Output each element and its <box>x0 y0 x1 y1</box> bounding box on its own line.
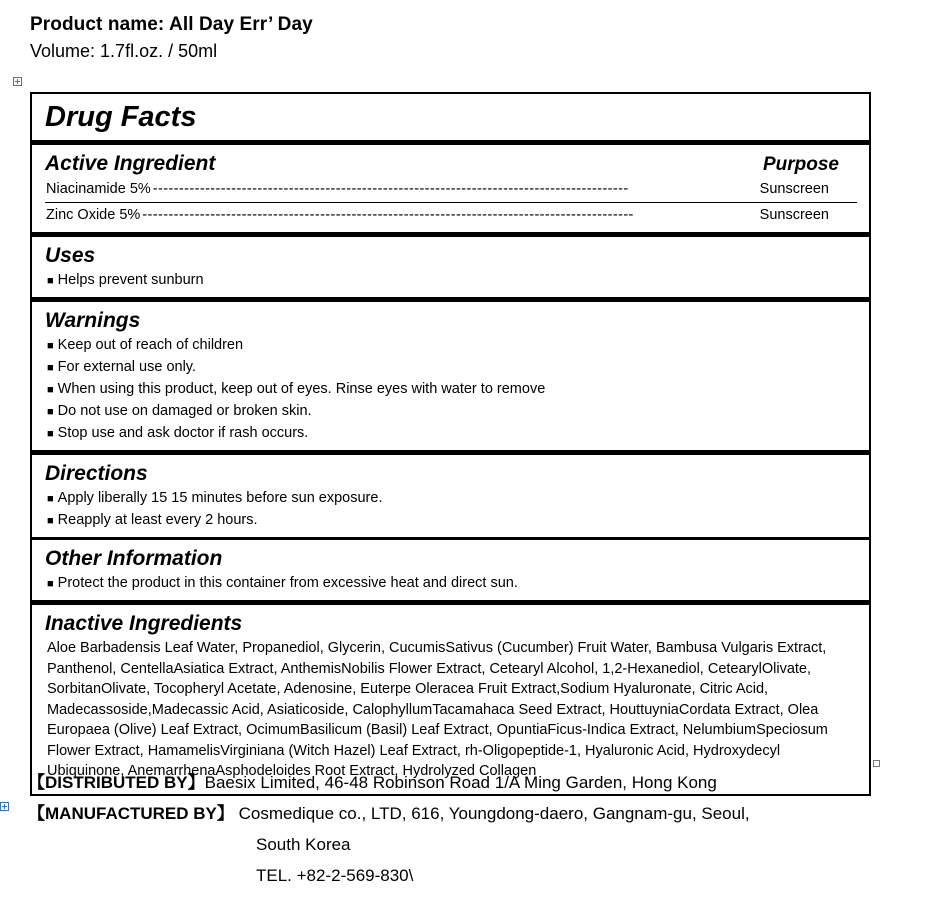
bullet-icon: ■ <box>47 275 54 287</box>
other-information-section <box>32 540 869 600</box>
other-information-heading: Other Information <box>45 547 223 570</box>
manufactured-by-value: Cosmedique co., LTD, 616, Youngdong-daero, Gangnam-gu, Seoul, <box>238 804 750 823</box>
bullet-icon: ■ <box>47 428 54 440</box>
list-item <box>45 422 857 444</box>
leader-dots: ---------------------------------------------------------------------------------------------- <box>142 207 634 223</box>
active-ingredient-purpose: Sunscreen <box>759 181 829 197</box>
list-item-text: Apply liberally 15 15 minutes before sun exposure. <box>57 490 383 506</box>
drug-facts-title: Drug Facts <box>45 101 197 133</box>
bullet-icon: ■ <box>47 406 54 418</box>
active-ingredient-name: Zinc Oxide 5% <box>46 207 141 223</box>
active-ingredient-row <box>45 203 857 226</box>
list-item <box>45 356 857 378</box>
document-footer <box>28 767 918 891</box>
manufactured-by-line2: South Korea <box>256 835 351 854</box>
active-ingredient-purpose: Sunscreen <box>759 207 829 223</box>
list-item-text: Keep out of reach of children <box>57 337 244 353</box>
purpose-heading: Purpose <box>762 154 839 175</box>
product-header <box>30 12 940 64</box>
active-ingredient-name: Niacinamide 5% <box>46 181 151 197</box>
inactive-ingredients-heading: Inactive Ingredients <box>45 612 243 635</box>
list-item <box>45 334 857 356</box>
bullet-icon: ■ <box>47 578 54 590</box>
list-item <box>45 509 857 531</box>
uses-heading: Uses <box>45 244 96 267</box>
active-ingredient-heading: Active Ingredient <box>45 152 216 175</box>
directions-heading: Directions <box>45 462 148 485</box>
list-item <box>45 487 857 509</box>
drug-facts-panel <box>30 92 871 796</box>
bullet-icon: ■ <box>47 515 54 527</box>
list-item-text: Helps prevent sunburn <box>57 272 204 288</box>
list-item <box>45 378 857 400</box>
bullet-icon: ■ <box>47 384 54 396</box>
anchor-handle-icon[interactable] <box>13 77 22 86</box>
telephone-line: TEL. +82-2-569-830\ <box>256 866 414 885</box>
list-item-text: Do not use on damaged or broken skin. <box>57 403 312 419</box>
list-item-text: Stop use and ask doctor if rash occurs. <box>57 425 309 441</box>
inactive-ingredients-section <box>32 605 869 794</box>
list-item-text: For external use only. <box>57 359 197 375</box>
other-information-list <box>45 572 857 594</box>
uses-section <box>32 237 869 297</box>
list-item-text: Protect the product in this container from excessive heat and direct sun. <box>57 575 518 591</box>
leader-dots: ------------------------------------------------------------------------------------------- <box>152 181 629 197</box>
warnings-list <box>45 334 857 444</box>
bullet-icon: ■ <box>47 362 54 374</box>
distributed-by-line <box>28 767 918 798</box>
manufactured-by-line <box>28 798 918 829</box>
active-ingredient-section <box>32 145 869 232</box>
distributed-by-value: Baesix Limited, 46-48 Robinson Road 1/A Ming Garden, Hong Kong <box>204 773 717 792</box>
active-ingredient-row <box>45 177 857 200</box>
list-item <box>45 400 857 422</box>
bullet-icon: ■ <box>47 340 54 352</box>
list-item <box>45 269 857 291</box>
warnings-section <box>32 302 869 450</box>
warnings-heading: Warnings <box>45 309 141 332</box>
list-item <box>45 572 857 594</box>
directions-section <box>32 455 869 537</box>
list-item-text: When using this product, keep out of eyes. Rinse eyes with water to remove <box>57 381 546 397</box>
product-volume: Volume: 1.7fl.oz. / 50ml <box>30 41 218 61</box>
list-item-text: Reapply at least every 2 hours. <box>57 512 258 528</box>
document-page <box>0 12 940 909</box>
directions-list <box>45 487 857 531</box>
distributed-by-label: 【DISTRIBUTED BY】 <box>28 773 205 792</box>
uses-list <box>45 269 857 291</box>
inactive-ingredients-text: Aloe Barbadensis Leaf Water, Propanediol, Glycerin, CucumisSativus (Cucumber) Fruit Water, Bambusa Vulgaris Extract, Panthenol, CentellaAsiatica Extract, AnthemisNobilis Flower Extract, Cetearyl Alcohol, 1,2-Hexanediol, CetearylOlivate, SorbitanOlivate, Tocopheryl Acetate, Adenosine, Euterpe Oleracea Fruit Extract,Sodium Hyaluronate, Citric Acid, Madecassoside,Madecassic Acid, Asiaticoside, CalophyllumTacamahaca Seed Extract, HouttuyniaCordata Extract, Olea Europaea (Olive) Leaf Extract, OcimumBasilicum (Basil) Leaf Extract, OpuntiaFicus-Indica Extract, NelumbiumSpeciosum Flower Extract, HamamelisVirginiana (Witch Hazel) Leaf Extract, rh-Oligopeptide-1, Hyaluronic Acid, Hydroxydecyl Ubiquinone, AnemarrhenaAsphodeloides Root Extract, Hydrolyzed Collagen <box>47 640 828 779</box>
manufactured-by-label: 【MANUFACTURED BY】 <box>28 804 234 823</box>
anchor-handle-icon[interactable] <box>0 802 9 811</box>
bullet-icon: ■ <box>47 493 54 505</box>
product-name: Product name: All Day Err’ Day <box>30 14 313 35</box>
resize-handle-icon[interactable] <box>873 760 880 767</box>
